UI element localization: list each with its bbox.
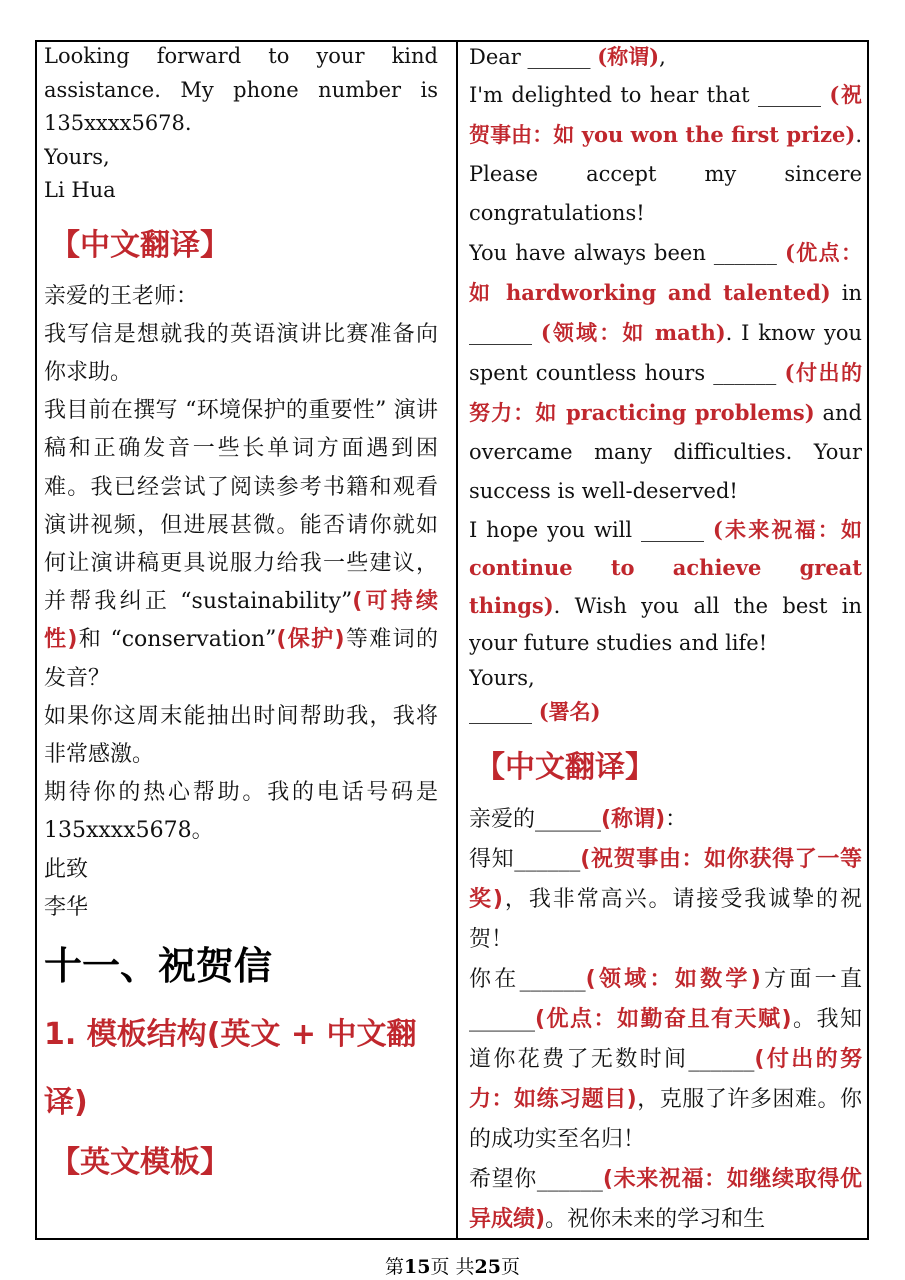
placeholder-hint: (称谓)	[597, 44, 660, 69]
english-template-heading: 【英文模板】	[50, 1144, 230, 1180]
translation-paragraph	[469, 960, 862, 1160]
template-text: ,	[659, 45, 666, 69]
translation-sign-off: 此致	[44, 856, 89, 882]
subsection-title: 1. 模板结构(英文 + 中文翻译)	[44, 1016, 417, 1120]
right-column	[469, 40, 862, 1240]
annotation-sustainability: (可持续性)	[44, 589, 438, 653]
footer-text: 第	[385, 1256, 405, 1278]
template-text: ：	[665, 806, 688, 832]
template-salutation	[469, 40, 862, 75]
translation-heading: 【中文翻译】	[50, 227, 230, 263]
template-signature	[469, 695, 862, 730]
translation-paragraph: 期待你的热心帮助。我的电话号码是135xxxx5678。	[44, 780, 438, 844]
template-text: 。祝你未来的学习和生	[545, 1206, 766, 1232]
translation-paragraph	[44, 392, 438, 698]
template-text: 方面一直______	[469, 966, 862, 1032]
template-text: in ______	[469, 280, 862, 345]
translation-heading: 【中文翻译】	[475, 749, 655, 785]
template-text: . Wish you all the best in your future studies and life!	[469, 593, 862, 655]
letter-closing-line: Looking forward to your kind assistance. My phone number is 135xxxx5678.	[44, 44, 438, 135]
placeholder-hint: (付出的努力：如 practicing problems)	[469, 359, 862, 425]
template-text: . Please accept my sincere congratulations!	[469, 122, 862, 225]
footer-text: 页	[500, 1256, 520, 1278]
template-text: I'm delighted to hear that ______	[469, 82, 830, 107]
translation-salutation	[469, 800, 862, 840]
placeholder-hint: (署名)	[538, 699, 601, 724]
template-text: 亲爱的______	[469, 806, 602, 832]
template-text: ，我非常高兴。请接受我诚挚的祝贺！	[469, 886, 862, 952]
translation-paragraph	[469, 1160, 862, 1240]
translation-paragraph: 我写信是想就我的英语演讲比赛准备向你求助。	[44, 321, 438, 385]
template-paragraph	[469, 233, 862, 511]
section-title: 十一、祝贺信	[44, 943, 273, 988]
translation-signature: 李华	[44, 894, 89, 920]
placeholder-hint: (优点：如勤奋且有天赋)	[535, 1006, 792, 1032]
placeholder-hint: (祝贺事由：如你获得了一等奖)	[469, 846, 862, 912]
current-page-number: 15	[404, 1256, 431, 1278]
template-text: You have always been ______	[469, 240, 785, 265]
total-page-number: 25	[474, 1256, 501, 1278]
template-sign-off: Yours,	[469, 665, 535, 690]
placeholder-hint: (祝贺事由：如 you won the first prize)	[469, 81, 862, 147]
placeholder-hint: (未来祝福：如继续取得优异成绩)	[469, 1166, 862, 1232]
template-text: Dear ______	[469, 45, 598, 69]
template-text: 你在______	[469, 966, 586, 992]
letter-signature: Li Hua	[44, 178, 116, 202]
column-divider	[456, 40, 458, 1240]
template-text: ，克服了许多困难。你的成功实至名归！	[469, 1086, 862, 1152]
placeholder-hint: (称谓)	[601, 806, 666, 832]
placeholder-hint: (未来祝福：如 continue to achieve great things)	[469, 516, 862, 618]
translation-paragraph	[469, 840, 862, 960]
template-paragraph	[469, 75, 862, 233]
placeholder-hint: (付出的努力：如练习题目)	[469, 1046, 862, 1112]
template-text: 得知______	[469, 846, 581, 872]
translation-text: 和 “conservation”	[77, 627, 277, 653]
annotation-conservation: (保护)	[276, 627, 345, 653]
template-text: I hope you will ______	[469, 517, 713, 542]
translation-paragraph: 如果你这周末能抽出时间帮助我，我将非常感激。	[44, 703, 438, 767]
template-text: . I know you spent countless hours ______	[469, 320, 862, 385]
placeholder-hint: (优点：如 hardworking and talented)	[469, 239, 862, 305]
template-text: and overcame many difficulties. Your success is well-deserved!	[469, 400, 862, 503]
footer-text: 页 共	[430, 1256, 475, 1278]
translation-text: 等难词的发音？	[44, 627, 438, 691]
template-text: 希望你______	[469, 1166, 603, 1192]
placeholder-hint: (领域：如 math)	[540, 319, 726, 345]
template-text: ______	[469, 700, 539, 724]
letter-sign-off: Yours,	[44, 144, 110, 169]
left-column	[44, 40, 438, 1195]
placeholder-hint: (领域：如数学)	[585, 966, 761, 992]
template-text: 。我知道你花费了无数时间______	[469, 1006, 862, 1072]
page-footer	[0, 1252, 905, 1279]
template-paragraph	[469, 511, 862, 662]
translation-salutation: 亲爱的王老师：	[44, 283, 199, 309]
translation-text: 我目前在撰写 “环境保护的重要性” 演讲稿和正确发音一些长单词方面遇到困难。我已经尝试了阅读参考书籍和观看演讲视频，但进展甚微。能否请你就如何让演讲稿更具说服力给我一些建议，并帮我纠正 “sustainability”	[44, 398, 438, 615]
